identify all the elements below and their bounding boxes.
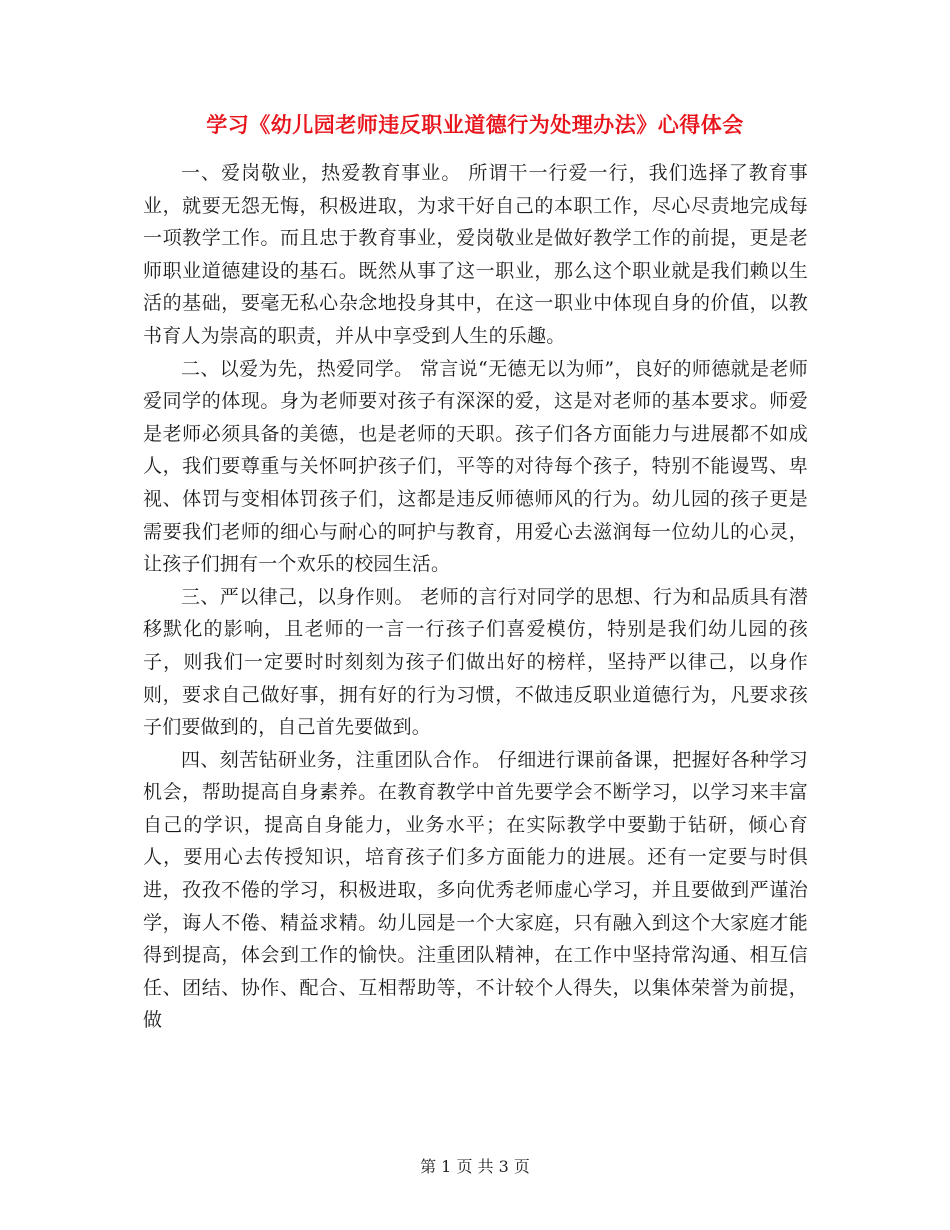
- document-title: 学习《幼儿园老师违反职业道德行为处理办法》心得体会: [206, 112, 744, 137]
- page-number-footer: 第 1 页 共 3 页: [420, 1157, 530, 1176]
- document-body: [143, 157, 808, 1037]
- paragraph-1: 一、爱岗敬业，热爱教育事业。 所谓干一行爱一行，我们选择了教育事业，就要无怨无悔，积极进取，为求干好自己的本职工作，尽心尽责地完成每一项教学工作。而且忠于教育事业，爱岗敬业是做好教学工作的前提，更是老师职业道德建设的基石。既然从事了这一职业，那么这个职业就是我们赖以生活的基础，要毫无私心杂念地投身其中，在这一职业中体现自身的价值，以教书育人为崇高的职责，并从中享受到人生的乐趣。: [143, 162, 808, 347]
- paragraph-3: 三、严以律己，以身作则。 老师的言行对同学的思想、行为和品质具有潜移默化的影响，且老师的一言一行孩子们喜爱模仿，特别是我们幼儿园的孩子，则我们一定要时时刻刻为孩子们做出好的榜样，坚持严以律己，以身作则，要求自己做好事，拥有好的行为习惯，不做违反职业道德行为，凡要求孩子们要做到的，自己首先要做到。: [143, 585, 808, 739]
- paragraph-4: 四、刻苦钻研业务，注重团队合作。 仔细进行课前备课，把握好各种学习机会，帮助提高自身素养。在教育教学中首先要学会不断学习，以学习来丰富自己的学识，提高自身能力，业务水平；在实际教学中要勤于钻研，倾心育人，要用心去传授知识，培育孩子们多方面能力的进展。还有一定要与时俱进，孜孜不倦的学习，积极进取，多向优秀老师虚心学习，并且要做到严谨治学，诲人不倦、精益求精。幼儿园是一个大家庭，只有融入到这个大家庭才能得到提高，体会到工作的愉快。注重团队精神，在工作中坚持常沟通、相互信任、团结、协作、配合、互相帮助等，不计较个人得失，以集体荣誉为前提，做: [143, 748, 808, 1032]
- paragraph-2: 二、以爱为先，热爱同学。 常言说“无德无以为师”，良好的师德就是老师爱同学的体现。身为老师要对孩子有深深的爱，这是对老师的基本要求。师爱是老师必须具备的美德，也是老师的天职。孩子们各方面能力与进展都不如成人，我们要尊重与关怀呵护孩子们，平等的对待每个孩子，特别不能谩骂、卑视、体罚与变相体罚孩子们，这都是违反师德师风的行为。幼儿园的孩子更是需要我们老师的细心与耐心的呵护与教育，用爱心去滋润每一位幼儿的心灵，让孩子们拥有一个欢乐的校园生活。: [143, 357, 808, 576]
